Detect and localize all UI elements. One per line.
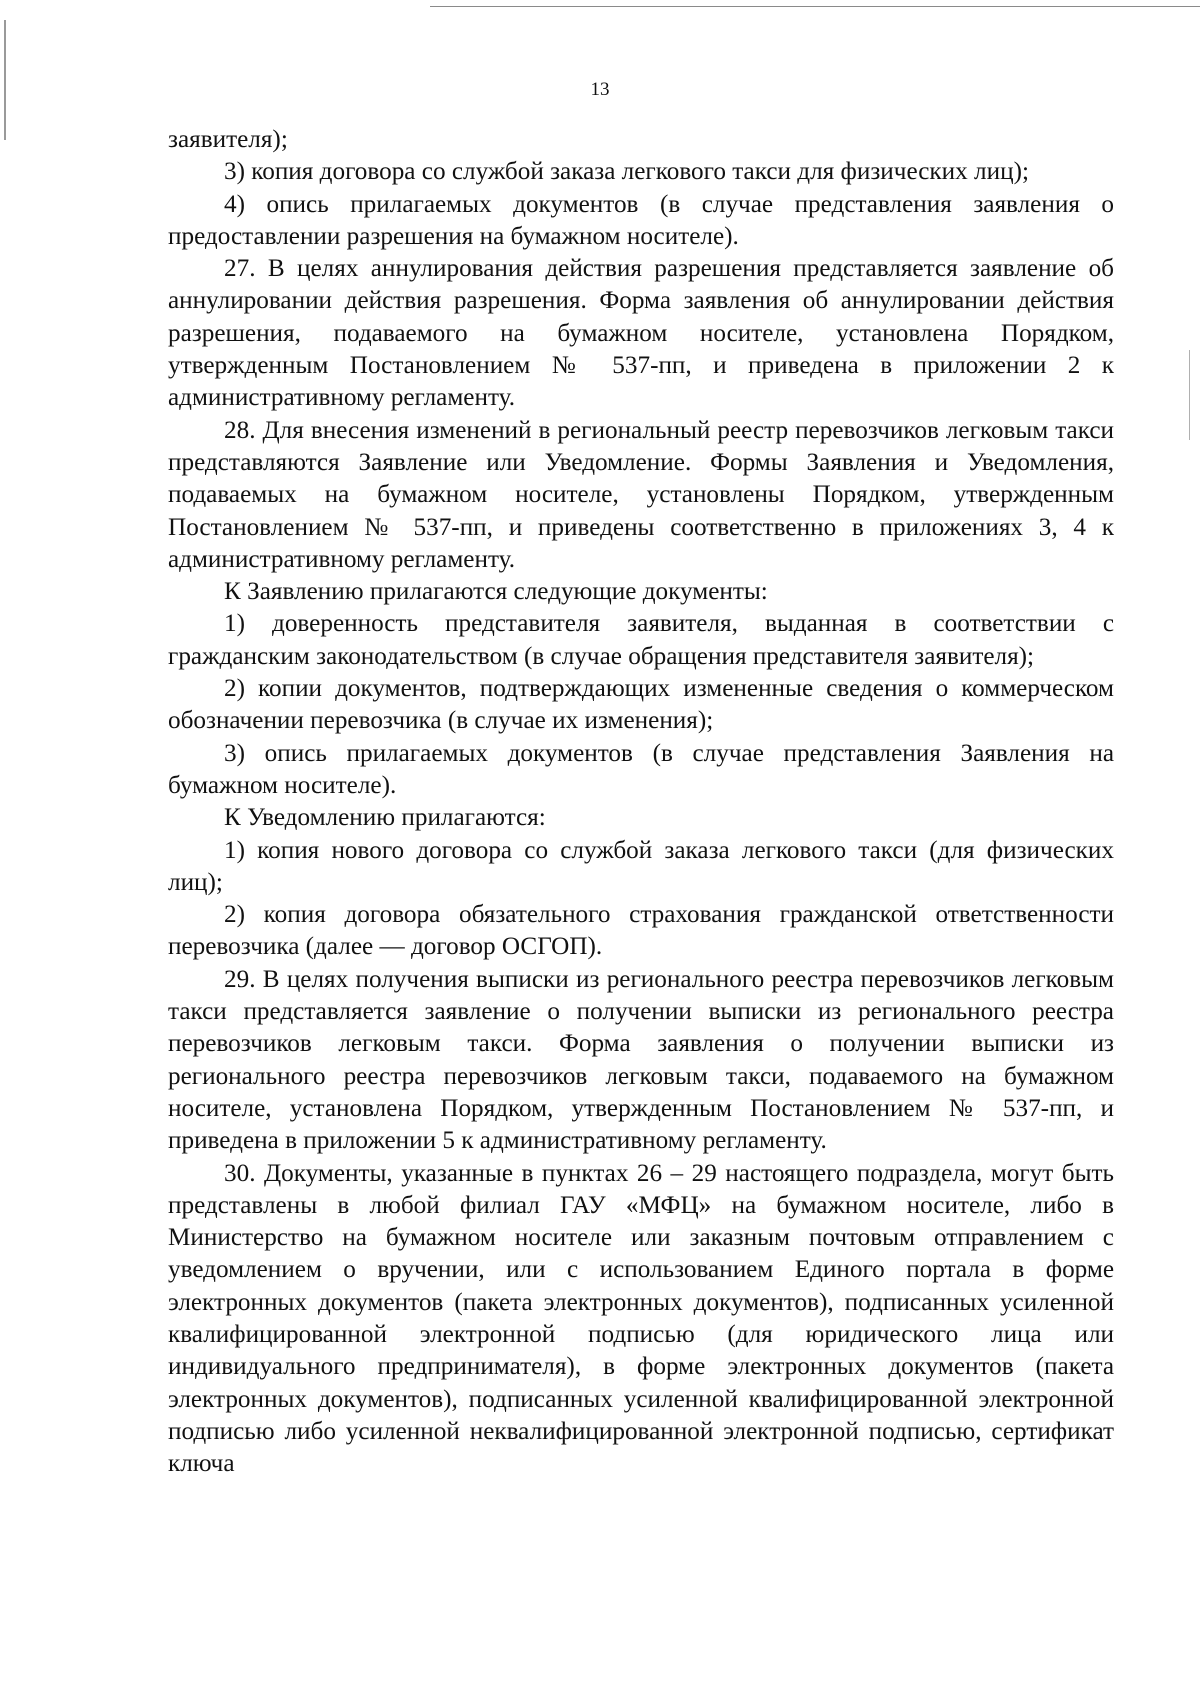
list-item: 3) копия договора со службой заказа легкового такси для физических лиц);: [224, 158, 1029, 186]
scan-border-line: [430, 6, 1200, 7]
list-item: 2) копии документов, подтверждающих измененные сведения о коммерческом обозначении перевозчика (в случае их изменения);: [168, 675, 1114, 735]
clause-30: 30. Документы, указанные в пунктах 26 – 29 настоящего подраздела, могут быть представлены в любой филиал ГАУ «МФЦ» на бумажном носителе, либо в Министерство на бумажном носителе или заказным почтовым отправлением с уведомлением о вручении, или с использованием Единого портала в форме электронных документов (пакета электронных документов), подписанных усиленной квалифицированной электронной подписью (для юридического лица или индивидуального предпринимателя), в форме электронных документов (пакета электронных документов), подписанных усиленной квалифицированной электронной подписью либо усиленной неквалифицированной электронной подписью, сертификат ключа: [168, 1159, 1114, 1478]
paragraph: К Заявлению прилагаются следующие документы:: [224, 578, 768, 606]
clause-29: 29. В целях получения выписки из регионального реестра перевозчиков легковым такси представляется заявление о получении выписки из регионального реестра перевозчиков легковым такси. Форма заявления о получении выписки из регионального реестра перевозчиков легковым такси, подаваемого на бумажном носителе, установлена Порядком, утвержденным Постановлением № 537-пп, и приведена в приложении 5 к административному регламенту.: [168, 965, 1114, 1155]
page-number: 13: [590, 79, 610, 100]
paragraph: заявителя);: [168, 126, 288, 153]
document-body: [168, 124, 1114, 1480]
list-item: 4) опись прилагаемых документов (в случае представления заявления о предоставлении разрешения на бумажном носителе).: [168, 190, 1114, 250]
list-item: 1) копия нового договора со службой заказа легкового такси (для физических лиц);: [168, 836, 1114, 896]
clause-27: 27. В целях аннулирования действия разрешения представляется заявление об аннулировании действия разрешения. Форма заявления об аннулировании действия разрешения, подаваемого на бумажном носителе, установлена Порядком, утвержденным Постановлением № 537-пп, и приведена в приложении 2 к административному регламенту.: [168, 255, 1114, 412]
list-item: 1) доверенность представителя заявителя, выданная в соответствии с гражданским законодательством (в случае обращения представителя заявителя);: [168, 610, 1114, 670]
list-item: 2) копия договора обязательного страхования гражданской ответственности перевозчика (далее — договор ОСГОП).: [168, 901, 1114, 961]
list-item: 3) опись прилагаемых документов (в случае представления Заявления на бумажном носителе).: [168, 739, 1114, 799]
paragraph: К Уведомлению прилагаются:: [224, 804, 546, 832]
scan-edge-mark: [1189, 350, 1190, 440]
clause-28: 28. Для внесения изменений в региональный реестр перевозчиков легковым такси представляются Заявление или Уведомление. Формы Заявления и Уведомления, подаваемых на бумажном носителе, установлены Порядком, утвержденным Постановлением № 537-пп, и приведены соответственно в приложениях 3, 4 к административному регламенту.: [168, 416, 1114, 573]
